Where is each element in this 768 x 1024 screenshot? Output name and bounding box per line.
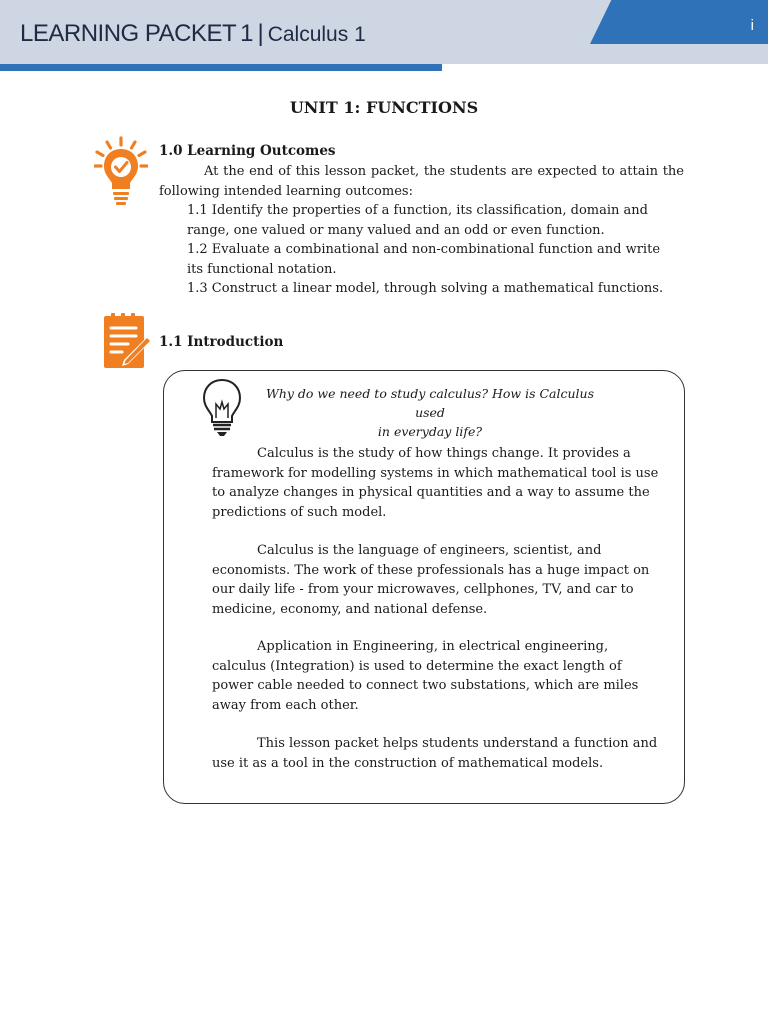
outcome-item: 1.2 Evaluate a combinational and non-combinational function and write its functional notation. [187, 242, 661, 277]
notepad-pencil-icon [102, 312, 152, 370]
learning-outcomes-intro: At the end of this lesson packet, the students are expected to attain the following intended learning outcomes: [159, 164, 684, 199]
intro-paragraph: Calculus is the language of engineers, scientist, and economists. The work of these professionals has a huge impact on our daily life - from your microwaves, cellphones, TV, and car to medicine, economy, and national defense. [212, 543, 650, 617]
title-separator: | [257, 20, 264, 47]
course-name: Calculus 1 [267, 23, 366, 46]
packet-number: 1 [240, 20, 254, 47]
introduction-heading: 1.1 Introduction [159, 334, 284, 350]
guiding-question [250, 384, 610, 441]
header-accent-bar [0, 64, 442, 71]
learning-outcomes-list [187, 201, 672, 299]
outcome-item: 1.1 Identify the properties of a function, its classification, domain and range, one valued or many valued and an odd or even function. [187, 203, 648, 238]
guiding-question-line: in everyday life? [377, 424, 483, 439]
intro-paragraph: This lesson packet helps students understand a function and use it as a tool in the construction of mathematical models. [212, 736, 658, 771]
intro-paragraph: Application in Engineering, in electrical engineering, calculus (Integration) is used to determine the exact length of power cable needed to connect two substations, which are miles away from each other. [212, 639, 639, 713]
packet-title [20, 20, 366, 54]
outcome-item: 1.3 Construct a linear model, through solving a mathematical functions. [187, 281, 664, 296]
learning-outcomes-heading: 1.0 Learning Outcomes [159, 143, 336, 159]
unit-title: UNIT 1: FUNCTIONS [289, 98, 479, 117]
header-corner-panel [590, 0, 768, 44]
intro-paragraph: Calculus is the study of how things change. It provides a framework for modelling systems in which mathematical tool is use to analyze changes in physical quantities and a way to assume the predictions of such model. [212, 446, 659, 520]
guiding-question-line: Why do we need to study calculus? How is Calculus used [265, 386, 595, 420]
page-number: i [750, 17, 754, 34]
lightbulb-outline-icon [200, 378, 244, 438]
lightbulb-check-icon [94, 136, 148, 208]
packet-title-main: LEARNING PACKET [20, 20, 237, 47]
